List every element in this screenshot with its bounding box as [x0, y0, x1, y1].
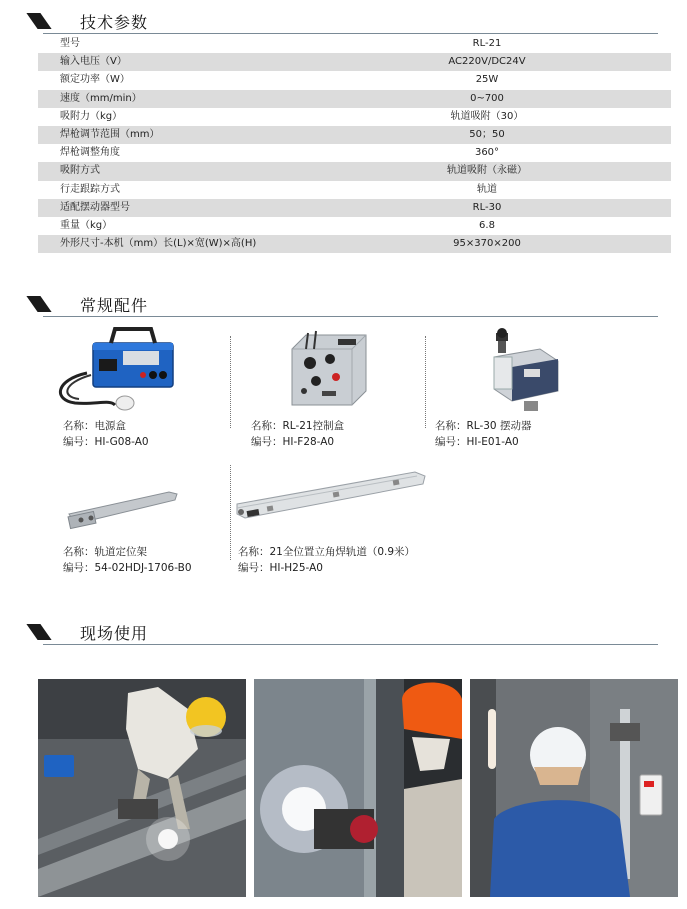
- spec-value: 轨道吸附（30）: [450, 110, 524, 122]
- spec-label: 焊枪调节范围（mm）: [38, 126, 303, 144]
- divider: [425, 336, 426, 428]
- spec-label: 吸附方式: [38, 162, 303, 180]
- spec-row: [38, 126, 671, 144]
- spec-table: [38, 35, 671, 253]
- divider: [43, 316, 658, 317]
- spec-row: [38, 35, 671, 53]
- spec-value: 0~700: [303, 90, 671, 108]
- oscillator-image: [484, 327, 564, 413]
- accessory-rail: [233, 468, 433, 580]
- spec-value: 50；50: [303, 126, 671, 144]
- spec-value: 6.8: [479, 219, 495, 231]
- divider: [43, 33, 658, 34]
- control-box-image: [286, 329, 370, 413]
- accessory-name: 名称：轨道定位架: [63, 546, 147, 558]
- spec-label: 型号: [60, 38, 80, 50]
- accessory-name: 名称：RL-21控制盒: [251, 420, 345, 432]
- power-box-image: [55, 325, 180, 413]
- spec-label: 适配摆动器型号: [38, 199, 303, 217]
- spec-value: 轨道吸附（永磁）: [303, 162, 671, 180]
- accessory-code: 编号：HI-H25-A0: [238, 562, 323, 574]
- accessory-code: 编号：54-02HDJ-1706-B0: [63, 562, 192, 574]
- onsite-photo-2: [254, 679, 462, 897]
- divider: [230, 336, 231, 428]
- spec-row: [38, 235, 671, 253]
- section-header-specs: [28, 10, 658, 34]
- spec-label: 速度（mm/min）: [38, 90, 303, 108]
- spec-label: 重量（kg）: [60, 219, 113, 231]
- spec-value: RL-21: [472, 38, 502, 50]
- accessory-power-box: [55, 325, 225, 455]
- spec-row: [38, 90, 671, 108]
- spec-row: [38, 162, 671, 180]
- welding-scene-image: [470, 679, 678, 897]
- onsite-photo-3: [470, 679, 678, 897]
- accessory-oscillator: [432, 325, 602, 455]
- accessory-rail-bracket: [55, 480, 225, 580]
- spec-row: [38, 108, 671, 126]
- accessory-code: 编号：HI-E01-A0: [435, 436, 519, 448]
- accessory-control-box: [248, 325, 418, 455]
- divider: [230, 465, 231, 560]
- welding-scene-image: [38, 679, 246, 897]
- spec-value: 25W: [475, 74, 499, 86]
- spec-value: RL-30: [303, 199, 671, 217]
- divider: [43, 644, 658, 645]
- spec-label: 焊枪调整角度: [60, 147, 120, 159]
- spec-value: 轨道: [477, 183, 497, 195]
- spec-label: 输入电压（V）: [38, 53, 303, 71]
- section-marker-icon: [26, 13, 51, 29]
- section-header-onsite: [28, 621, 658, 645]
- spec-label: 额定功率（W）: [60, 74, 130, 86]
- spec-label: 行走跟踪方式: [60, 183, 120, 195]
- spec-row: [38, 217, 671, 235]
- section-title: 技术参数: [80, 13, 149, 32]
- welding-scene-image: [254, 679, 462, 897]
- accessory-name: 名称：RL-30 摆动器: [435, 420, 532, 432]
- onsite-photo-1: [38, 679, 246, 897]
- spec-row: [38, 199, 671, 217]
- section-marker-icon: [26, 624, 51, 640]
- accessory-name: 名称：电源盒: [63, 420, 126, 432]
- spec-row: [38, 181, 671, 199]
- section-marker-icon: [26, 296, 51, 312]
- accessory-code: 编号：HI-F28-A0: [251, 436, 335, 448]
- spec-value: AC220V/DC24V: [303, 53, 671, 71]
- rail-image: [233, 468, 433, 524]
- section-header-accessories: [28, 293, 658, 317]
- spec-row: [38, 144, 671, 162]
- spec-value: 95×370×200: [303, 235, 671, 253]
- spec-value: 360°: [474, 147, 500, 159]
- section-title: 常规配件: [80, 296, 149, 315]
- accessory-name: 名称：21全位置立角焊轨道（0.9米）: [238, 546, 416, 558]
- section-title: 现场使用: [80, 624, 149, 643]
- spec-label: 外形尺寸-本机（mm）长(L)×宽(W)×高(H): [38, 235, 303, 253]
- rail-bracket-image: [65, 486, 181, 530]
- spec-row: [38, 71, 671, 89]
- spec-label: 吸附力（kg）: [60, 110, 123, 122]
- spec-row: [38, 53, 671, 71]
- accessory-code: 编号：HI-G08-A0: [63, 436, 149, 448]
